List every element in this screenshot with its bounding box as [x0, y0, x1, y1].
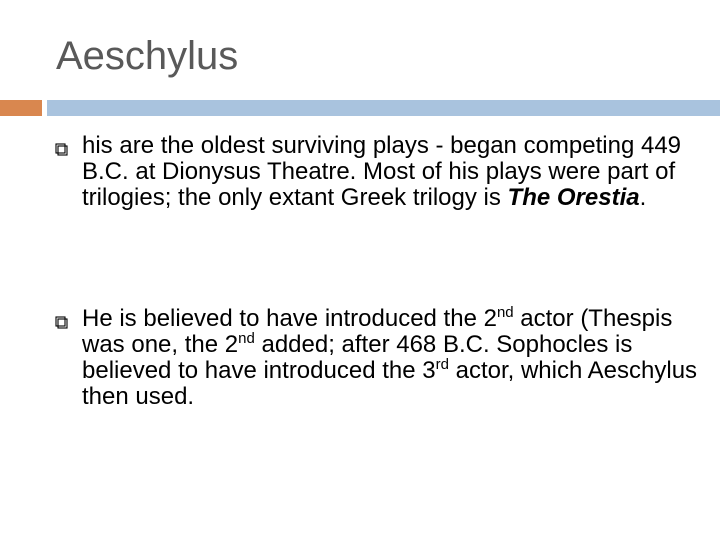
bullet-1-text-end: .	[639, 184, 647, 211]
square-bullet-icon	[54, 142, 68, 156]
bullet-text-1	[82, 133, 702, 211]
title-rule-bar	[47, 100, 720, 116]
bullet-2-part-1: He is believed to have introduced the 2	[82, 305, 497, 332]
bullet-2-sup-1: nd	[496, 304, 514, 321]
bullet-2-part-3: added; after 468 B.C. Sophocles is believed to have introduced the 3	[82, 331, 633, 384]
bullet-1-emphasis: The Orestia	[507, 184, 640, 211]
bullet-2-sup-3: rd	[435, 356, 449, 373]
slide-title: Aeschylus	[56, 34, 239, 78]
title-rule-accent	[0, 100, 42, 116]
bullet-2-part-2: actor (Thespis was one, the 2	[82, 305, 673, 358]
square-bullet-icon	[54, 315, 68, 329]
bullet-text-2	[82, 306, 702, 410]
bullet-2-sup-2: nd	[238, 330, 255, 347]
bullet-1-text-main: his are the oldest surviving plays - began competing 449 B.C. at Dionysus Theatre. Most of his plays were part of trilogies; the only extant Greek trilogy is	[82, 132, 682, 211]
bullet-2-part-4: actor, which Aeschylus then used.	[82, 357, 698, 410]
